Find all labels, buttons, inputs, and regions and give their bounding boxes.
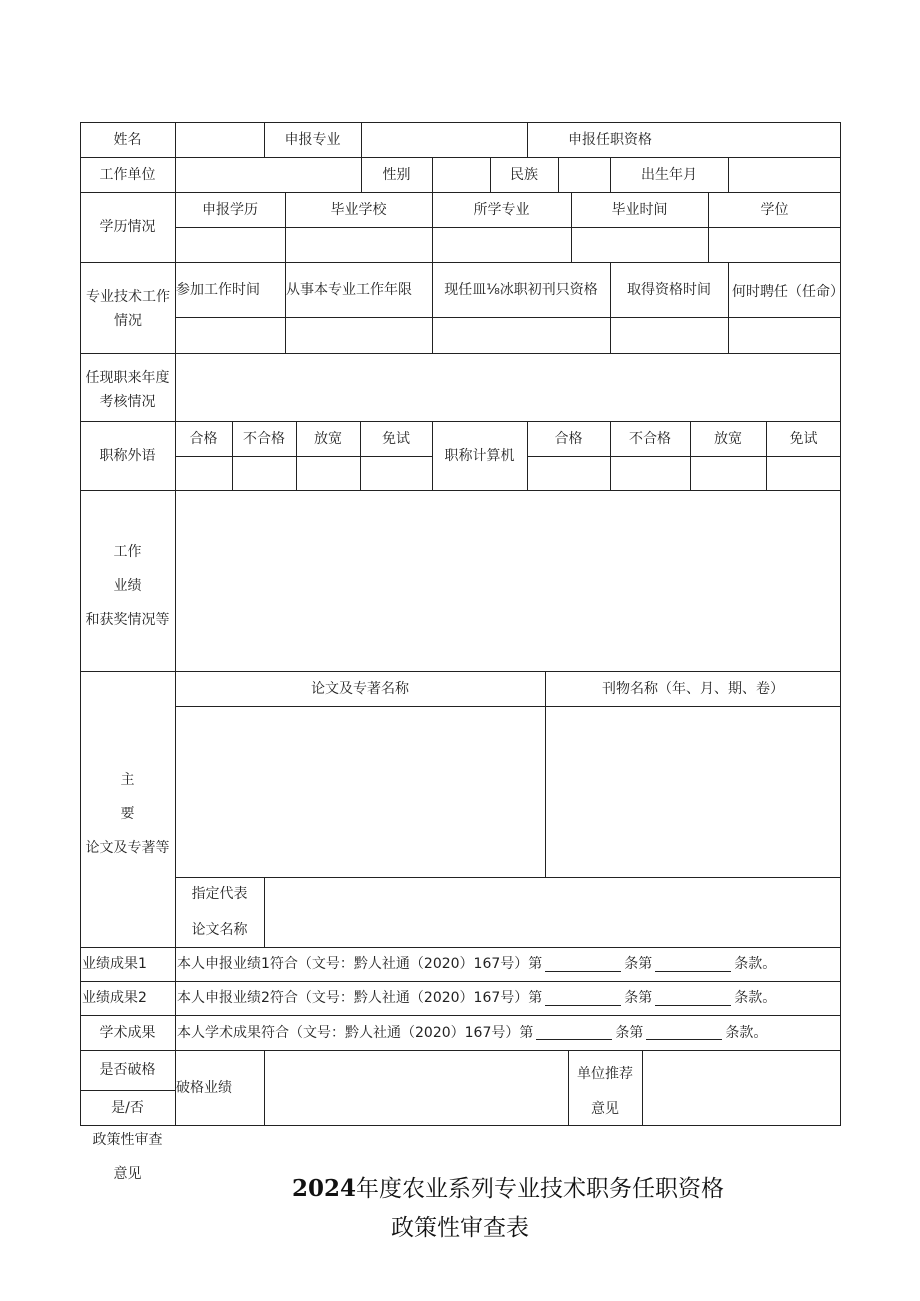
edu-col-academic-degree: 学位: [760, 201, 789, 218]
tech-col-start-time: 参加工作时间: [176, 281, 260, 298]
result1-text: 本人申报业绩1符合（文号：黔人社通（2020）167号）第: [177, 956, 543, 972]
col-line: [264, 877, 265, 947]
academic-statement: [177, 1015, 837, 1050]
clause-end-text: 条款。: [734, 956, 777, 972]
papers-label-line1: 主: [120, 772, 135, 788]
title-year: 2024: [292, 1175, 357, 1202]
col-line: [361, 122, 362, 157]
tech-col-qualification-time: 取得资格时间: [627, 281, 711, 298]
assessment-label: 任现职来年度考核情况: [85, 370, 170, 410]
row-line: [175, 456, 432, 457]
col-line: [432, 157, 433, 192]
education-label: 学历情况: [99, 219, 156, 235]
review-form-table: [80, 122, 844, 1126]
lang-col-pass: 合格: [189, 430, 218, 447]
result2-text: 本人申报业绩2符合（文号：黔人社通（2020）167号）第: [177, 990, 543, 1006]
document-title-line1: [292, 1170, 724, 1203]
clause-text: 条第: [615, 1024, 644, 1041]
achievements-label-line3: 和获奖情况等: [85, 612, 170, 628]
unit-rec-label-line1: 单位推荐: [577, 1066, 633, 1082]
row-line: [175, 706, 841, 707]
clause-text: 条第: [624, 956, 653, 972]
col-line: [728, 157, 729, 192]
break-rule-label: 是否破格: [99, 1062, 156, 1078]
row-line: [175, 877, 841, 878]
academic-text: 本人学术成果符合（文号：黔人社通（2020）167号）第: [177, 1024, 534, 1041]
achievements-label-line2: 业绩: [113, 578, 142, 594]
result1-label: 业绩成果1: [82, 956, 147, 972]
journal-col: 刊物名称（年、月、期、卷）: [602, 680, 784, 697]
academic-label: 学术成果: [99, 1024, 156, 1041]
edu-col-school: 毕业学校: [330, 201, 387, 218]
row-line: [80, 353, 841, 354]
blank-line: [536, 1025, 612, 1040]
row-line: [80, 490, 841, 491]
computer-col-fail: 不合格: [629, 430, 671, 447]
gender-label: 性别: [382, 166, 411, 183]
edu-col-grad-time: 毕业时间: [611, 201, 668, 218]
blank-line: [655, 957, 731, 972]
apply-major-label: 申报专业: [284, 131, 341, 148]
title-line1-text: 年度农业系列专业技术职务任职资格: [356, 1176, 725, 1202]
tech-work-label: 专业技术工作情况: [86, 289, 170, 329]
papers-label-line3: 论文及专著等: [85, 840, 170, 856]
lang-col-exempt: 免试: [382, 430, 410, 447]
tech-col-years: 从事本专业工作年限: [286, 281, 412, 298]
col-line: [558, 157, 559, 192]
apply-qualification-label: 申报任职资格: [568, 131, 652, 148]
tech-col-appointment-time: 何时聘任（任命）: [732, 283, 844, 300]
clause-text: 条第: [624, 990, 653, 1006]
clause-end-text: 条款。: [734, 990, 777, 1006]
name-label: 姓名: [113, 131, 142, 148]
lang-col-relaxed: 放宽: [314, 430, 342, 447]
blank-line: [545, 957, 621, 972]
edu-col-major: 所学专业: [473, 201, 530, 218]
row-line: [527, 456, 841, 457]
work-unit-label: 工作单位: [99, 166, 156, 183]
policy-review-label-line1: 政策性审查: [92, 1132, 163, 1148]
blank-line: [545, 991, 621, 1006]
paper-name-col: 论文及专著名称: [311, 680, 409, 697]
tech-col-current-qualification: 现任皿⅛冰职初刊只资格: [444, 281, 598, 298]
result2-label: 业绩成果2: [82, 990, 147, 1006]
blank-line: [646, 1025, 722, 1040]
clause-end-text: 条款。: [725, 1024, 768, 1041]
blank-line: [655, 991, 731, 1006]
policy-review-label-line2: 意见: [113, 1166, 142, 1182]
break-perf-label: 破格业绩: [176, 1079, 232, 1096]
achievements-label-line1: 工作: [113, 544, 142, 560]
computer-col-exempt: 免试: [789, 430, 818, 447]
lang-col-fail: 不合格: [243, 430, 285, 447]
birth-label: 出生年月: [641, 166, 697, 183]
computer-col-relaxed: 放宽: [714, 430, 742, 447]
result1-statement: [177, 947, 837, 981]
rep-paper-label-line1: 指定代表: [191, 886, 248, 902]
computer-label: 职称计算机: [444, 447, 515, 464]
col-line: [642, 1050, 643, 1125]
col-line: [728, 262, 729, 353]
result2-statement: [177, 981, 837, 1015]
edu-col-degree: 申报学历: [202, 201, 258, 218]
papers-label-line2: 要: [120, 806, 135, 822]
unit-rec-label-line2: 意见: [591, 1101, 619, 1117]
foreign-lang-label: 职称外语: [99, 447, 156, 464]
document-title-line2: 政策性审查表: [391, 1215, 529, 1241]
ethnicity-label: 民族: [510, 166, 538, 183]
col-line: [264, 1050, 265, 1125]
yes-no-label: 是/否: [111, 1099, 144, 1116]
rep-paper-label-line2: 论文名称: [191, 922, 248, 938]
row-line: [175, 227, 841, 228]
computer-col-pass: 合格: [554, 430, 583, 447]
